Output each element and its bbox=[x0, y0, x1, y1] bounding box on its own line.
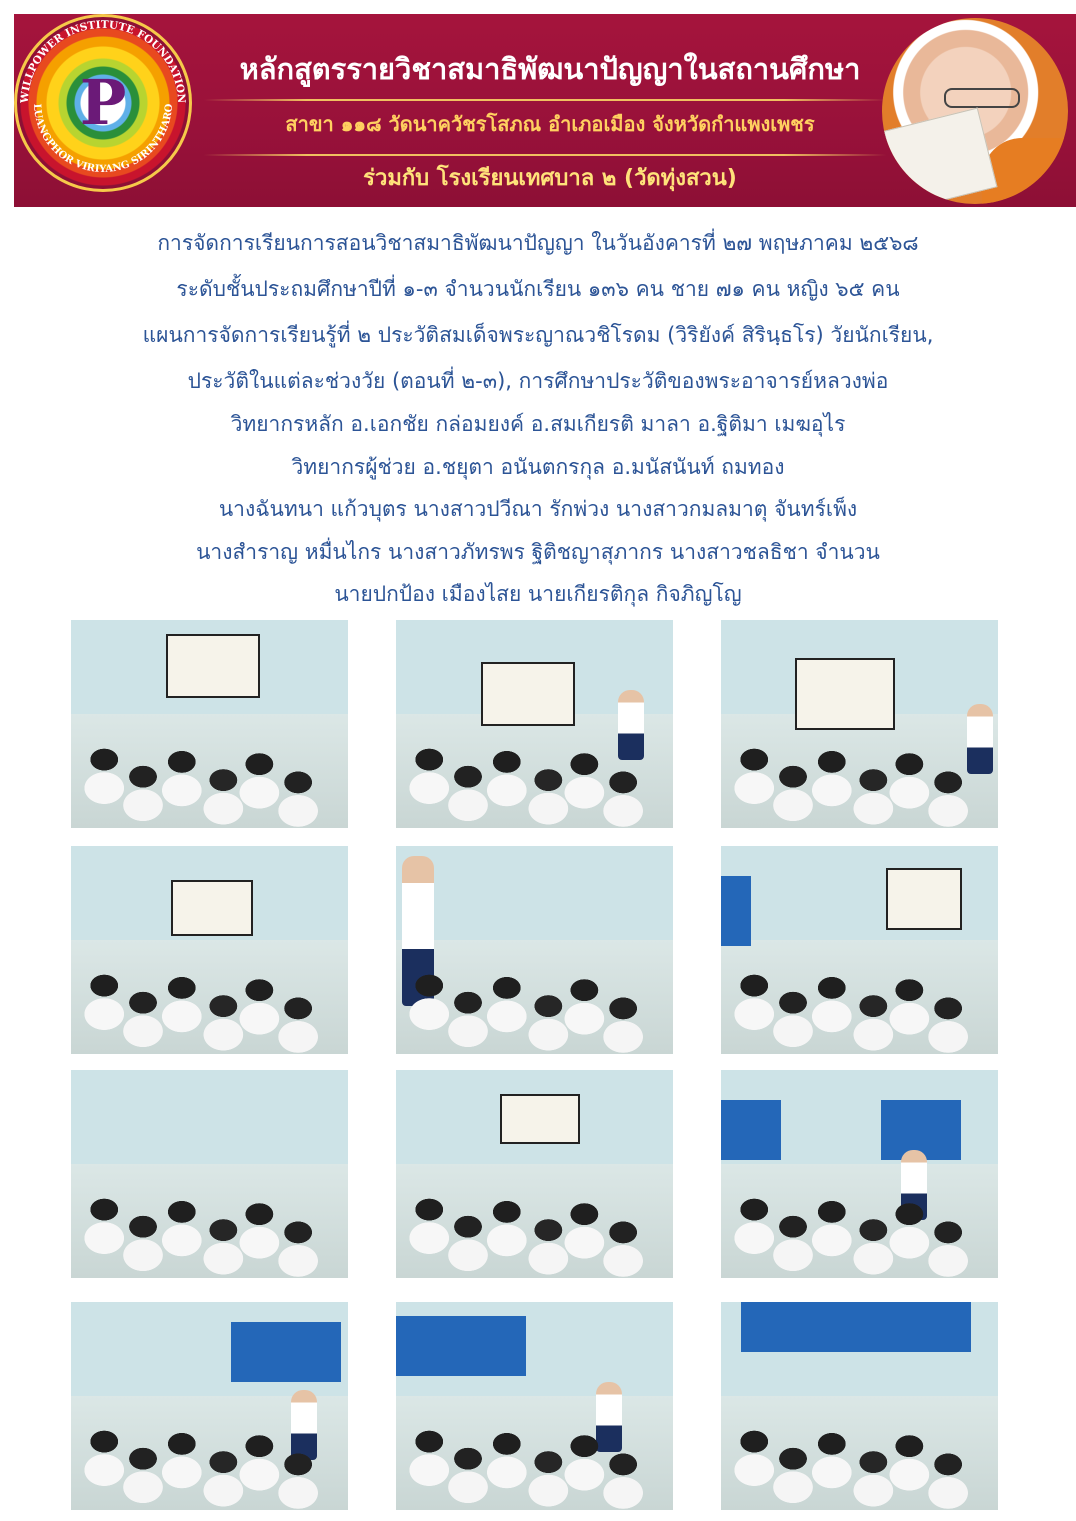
svg-text:LUANGPHOR VIRIYANG SIRINTHARO: LUANGPHOR VIRIYANG SIRINTHARO bbox=[30, 103, 176, 176]
monk-portrait bbox=[882, 18, 1068, 204]
body-line: วิทยากรหลัก อ.เอกชัย กล่อมยงค์ อ.สมเกียรติ มาลา อ.ฐิติมา เมฆอุไร bbox=[230, 412, 846, 436]
body-line: นางสำราญ หมื่นไกร นางสาวภัทรพร ฐิติชญาสุภากร นางสาวชลธิชา จำนวน bbox=[196, 540, 880, 564]
body-line: นายปกป้อง เมืองไสย นายเกียรติกุล กิจภิญโญ bbox=[334, 582, 742, 606]
banner-divider bbox=[204, 99, 886, 101]
school-subtitle: ร่วมกับ โรงเรียนเทศบาล ๒ (วัดทุ่งสวน) bbox=[363, 166, 737, 191]
classroom-photo bbox=[396, 1302, 673, 1510]
classroom-photo bbox=[396, 1070, 673, 1278]
body-line: นางฉันทนา แก้วบุตร นางสาวปวีณา รักพ่วง นางสาวกมลมาตุ จันทร์เพ็ง bbox=[218, 497, 858, 521]
classroom-photo bbox=[396, 620, 673, 828]
classroom-photo bbox=[71, 1302, 348, 1510]
classroom-photo bbox=[721, 1070, 998, 1278]
classroom-photo bbox=[396, 846, 673, 1054]
foundation-logo bbox=[14, 14, 192, 192]
classroom-photo bbox=[721, 620, 998, 828]
body-line: ระดับชั้นประถมศึกษาปีที่ ๑-๓ จำนวนนักเรียน ๑๓๖ คน ชาย ๗๑ คน หญิง ๖๕ คน bbox=[176, 277, 900, 301]
classroom-photo bbox=[71, 620, 348, 828]
logo-letter: P bbox=[79, 66, 127, 139]
classroom-photo bbox=[71, 846, 348, 1054]
branch-subtitle: สาขา ๑๑๘ วัดนาควัชรโสภณ อำเภอเมือง จังหวัดกำแพงเพชร bbox=[285, 112, 815, 136]
robe-shape bbox=[982, 138, 1068, 204]
body-line: วิทยากรผู้ช่วย อ.ชยุตา อนันตกรกุล อ.มนัสนันท์ ถมทอง bbox=[291, 455, 785, 479]
banner-divider bbox=[204, 154, 886, 156]
body-line: การจัดการเรียนการสอนวิชาสมาธิพัฒนาปัญญา ในวันอังคารที่ ๒๗ พฤษภาคม ๒๕๖๘ bbox=[157, 231, 919, 255]
body-line: แผนการจัดการเรียนรู้ที่ ๒ ประวัติสมเด็จพระญาณวชิโรดม (วิริยังค์ สิรินฺธโร) วัยนักเรียน, bbox=[142, 323, 934, 347]
classroom-photo bbox=[721, 1302, 998, 1510]
page-title: หลักสูตรรายวิชาสมาธิพัฒนาปัญญาในสถานศึกษา bbox=[239, 52, 861, 86]
glasses-shape bbox=[944, 88, 1020, 108]
body-line: ประวัติในแต่ละช่วงวัย (ตอนที่ ๒-๓), การศึกษาประวัติของพระอาจารย์หลวงพ่อ bbox=[187, 369, 889, 393]
book-shape bbox=[884, 107, 998, 204]
svg-text:WILLPOWER INSTITUTE FOUNDATION: WILLPOWER INSTITUTE FOUNDATION bbox=[18, 18, 188, 104]
classroom-photo bbox=[721, 846, 998, 1054]
classroom-photo bbox=[71, 1070, 348, 1278]
